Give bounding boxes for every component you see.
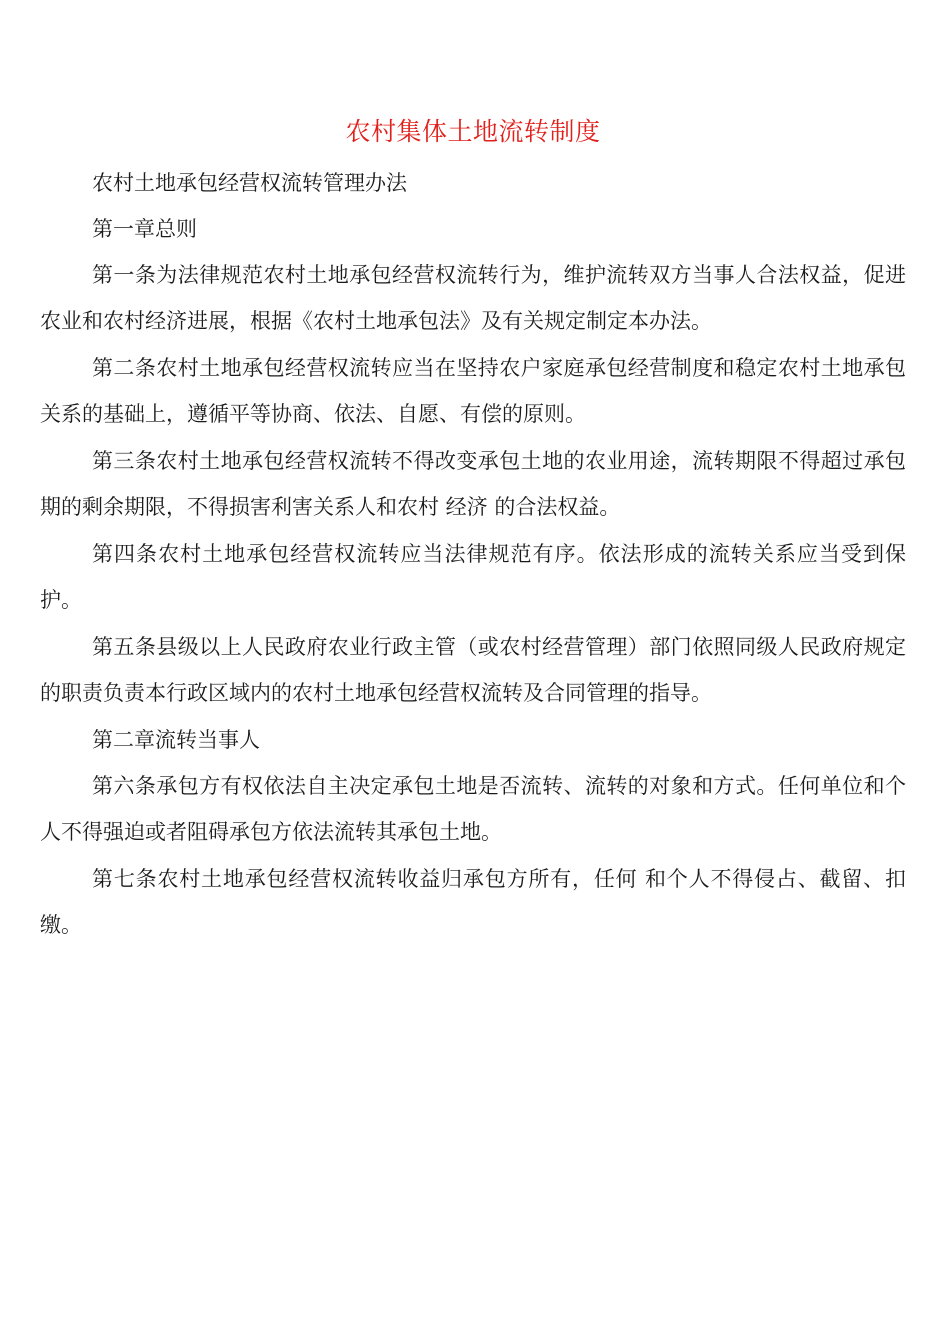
article-2: 第二条农村土地承包经营权流转应当在坚持农户家庭承包经营制度和稳定农村土地承包关系的基础上，遵循平等协商、依法、自愿、有偿的原则。 <box>40 356 906 426</box>
chapter-heading-1: 第一章总则 <box>92 217 197 241</box>
article-4: 第四条农村土地承包经营权流转应当法律规范有序。依法形成的流转关系应当受到保护。 <box>40 542 906 612</box>
document-title: 农村集体土地流转制度 <box>345 117 601 146</box>
document-subtitle: 农村土地承包经营权流转管理办法 <box>92 171 407 195</box>
article-7: 第七条农村土地承包经营权流转收益归承包方所有，任何 和个人不得侵占、截留、扣缴。 <box>40 867 907 937</box>
article-5: 第五条县级以上人民政府农业行政主管（或农村经营管理）部门依照同级人民政府规定的职责负责本行政区域内的农村土地承包经营权流转及合同管理的指导。 <box>40 635 906 705</box>
article-1: 第一条为法律规范农村土地承包经营权流转行为，维护流转双方当事人合法权益，促进农业和农村经济进展，根据《农村土地承包法》及有关规定制定本办法。 <box>40 263 906 333</box>
article-6: 第六条承包方有权依法自主决定承包土地是否流转、流转的对象和方式。任何单位和个人不得强迫或者阻碍承包方依法流转其承包土地。 <box>40 774 906 844</box>
chapter-heading-2: 第二章流转当事人 <box>92 728 260 752</box>
article-3: 第三条农村土地承包经营权流转不得改变承包土地的农业用途，流转期限不得超过承包期的剩余期限，不得损害利害关系人和农村 经济 的合法权益。 <box>40 449 906 519</box>
